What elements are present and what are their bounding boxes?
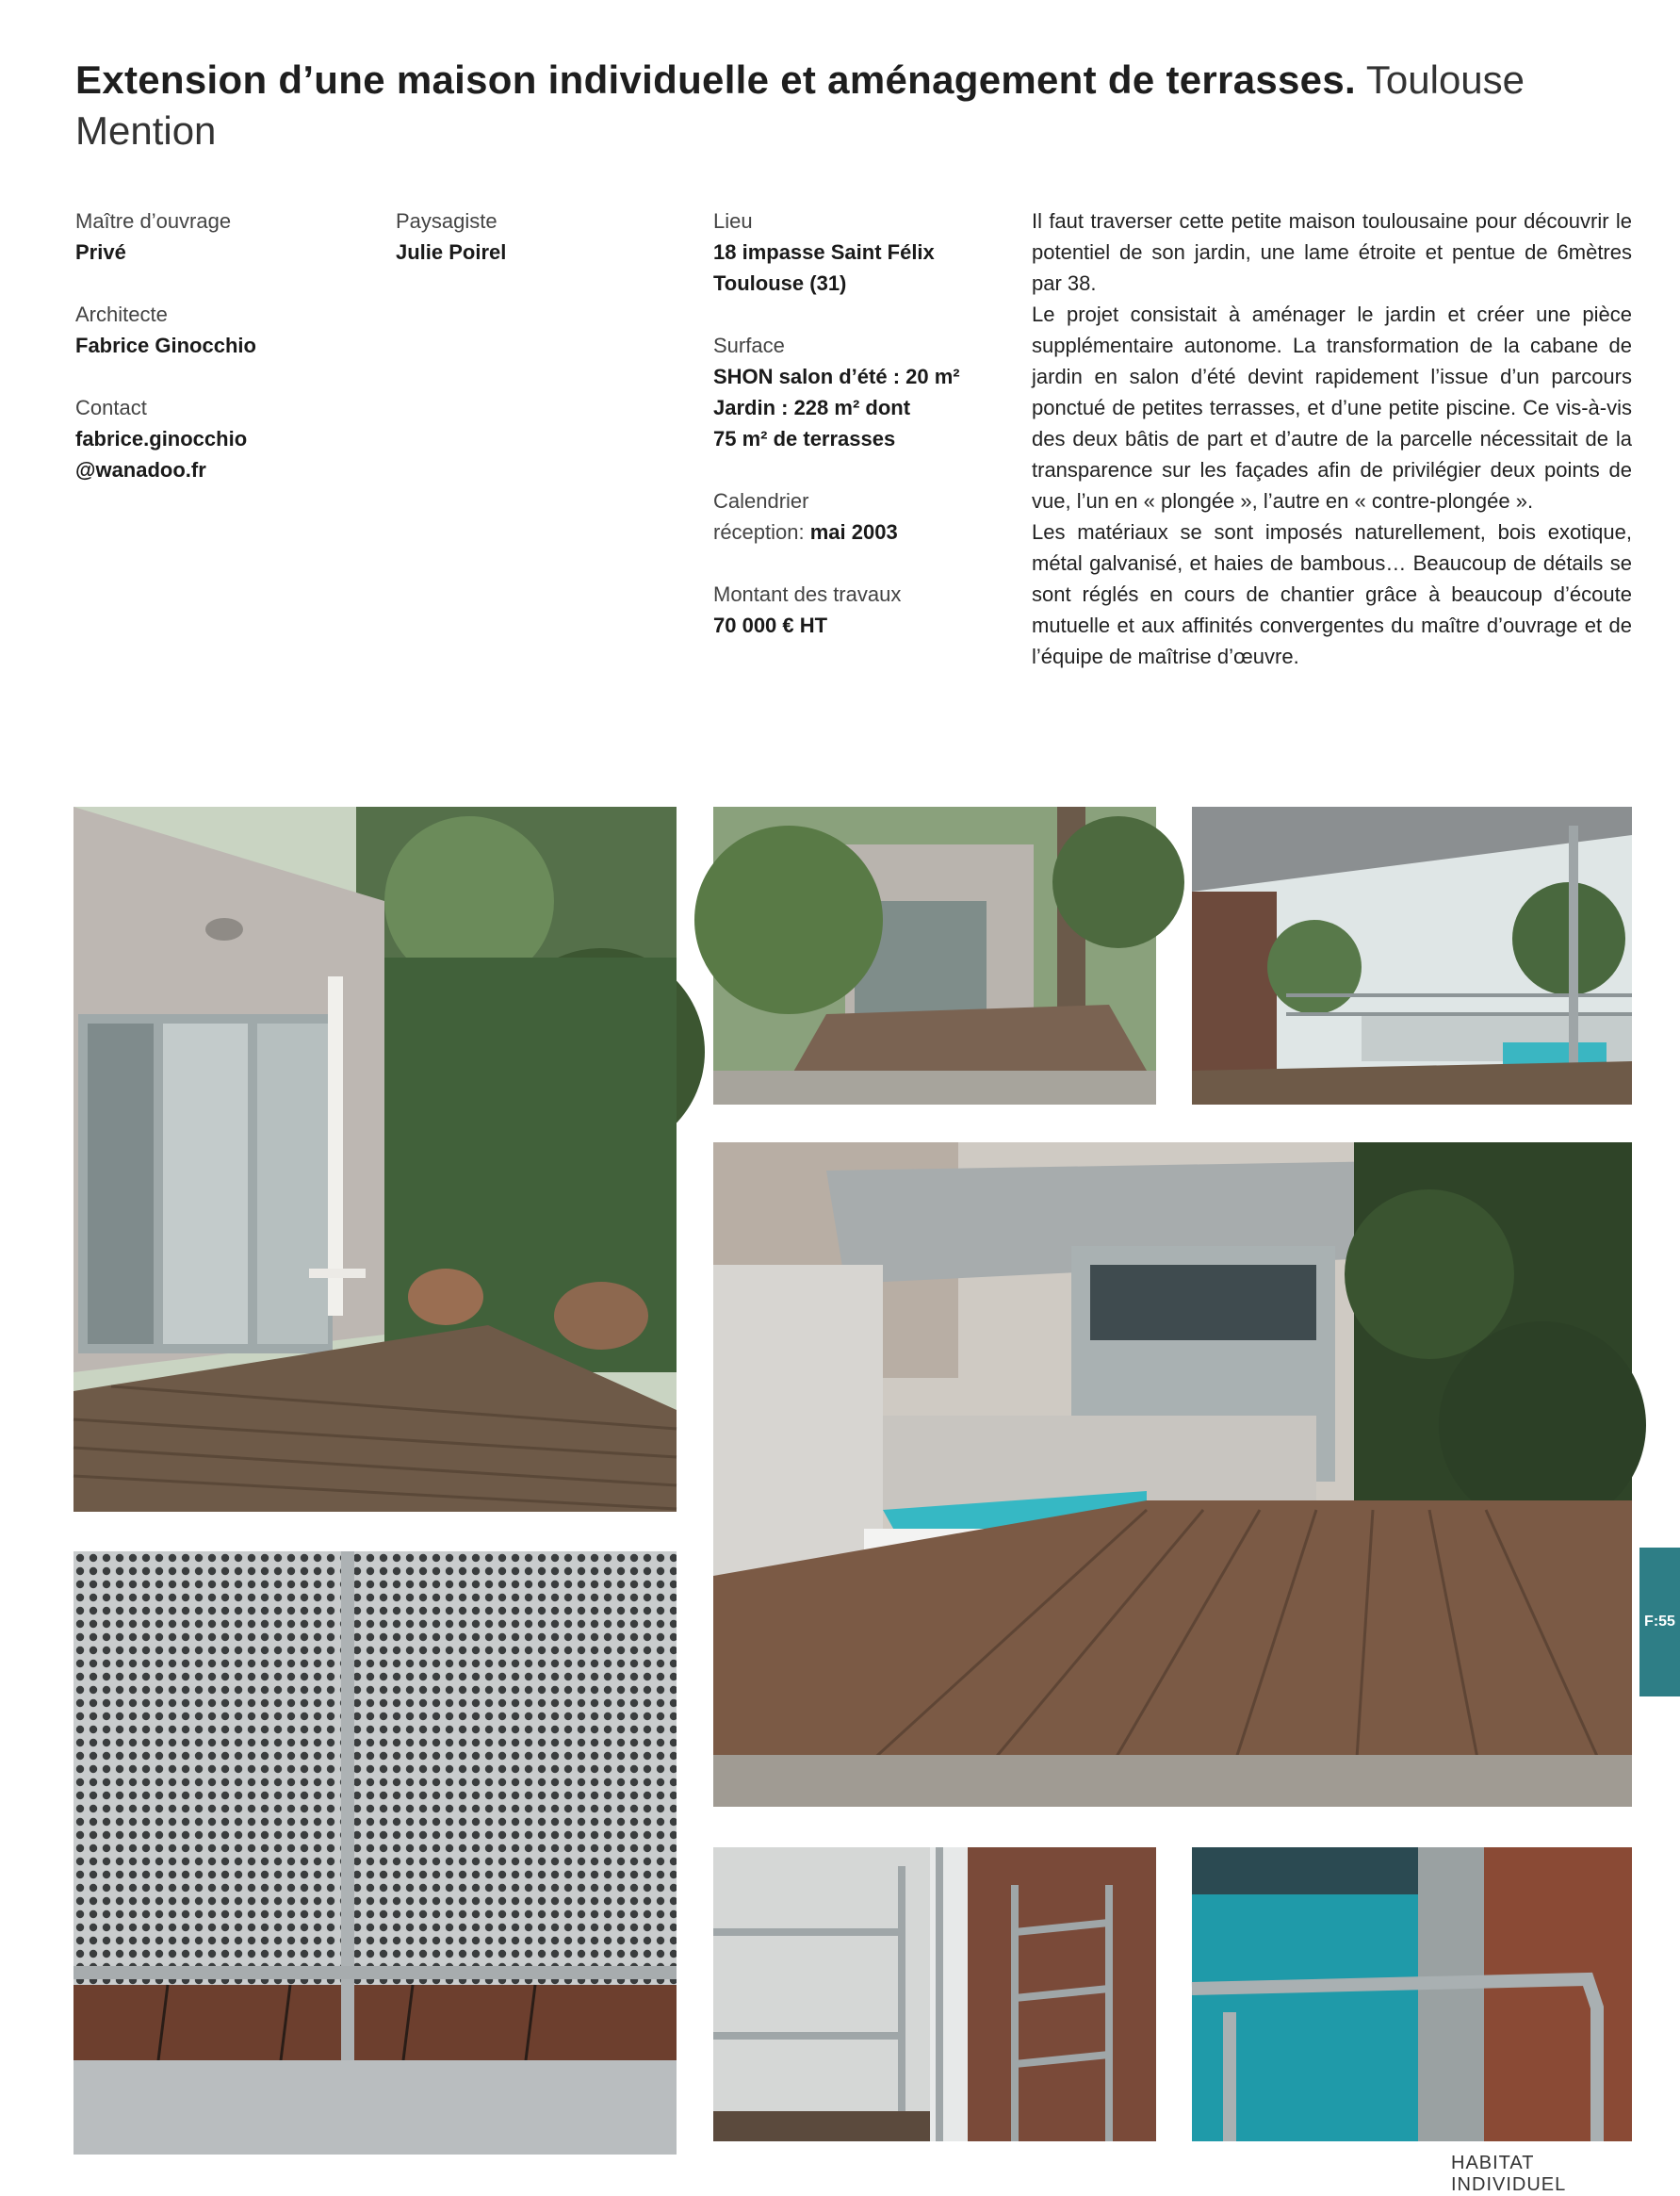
- description-paragraph-3: Les matériaux se sont imposés naturellement, bois exotique, métal galvanisé, et haies de bambous… Beaucoup de détails se sont réglés en cours de chantier grâce à beaucoup d’écoute mutuelle et aux affinités convergentes du maître d’ouvrage et de l’équipe de maîtrise d’œuvre.: [1032, 520, 1632, 668]
- photo-perforated-railing: [73, 1551, 677, 2155]
- field-calendrier: [713, 485, 1015, 548]
- description-paragraph-1: Il faut traverser cette petite maison toulousaine pour découvrir le potentiel de son jardin, une lame étroite et pentue de 6mètres par 38.: [1032, 209, 1632, 295]
- title-location: Toulouse: [1365, 57, 1525, 102]
- value-surface: [713, 361, 1015, 454]
- photo-pergola-terrace: [1192, 807, 1632, 1105]
- surface-line-1: SHON salon d’été : 20 m²: [713, 365, 960, 388]
- value-paysagiste: Julie Poirel: [396, 240, 507, 264]
- calendrier-date: mai 2003: [809, 520, 898, 544]
- label-paysagiste: Paysagiste: [396, 209, 497, 233]
- field-paysagiste: [396, 205, 678, 268]
- contact-line-2: @wanadoo.fr: [75, 458, 206, 482]
- surface-line-2: Jardin : 228 m² dont: [713, 396, 911, 419]
- page-number-tab: F:55: [1639, 1548, 1680, 1696]
- label-architecte: Architecte: [75, 303, 168, 326]
- label-contact: Contact: [75, 396, 147, 419]
- field-architecte: [75, 299, 358, 361]
- label-lieu: Lieu: [713, 209, 753, 233]
- title-mention: Mention: [75, 108, 217, 153]
- value-montant: 70 000 € HT: [713, 614, 828, 637]
- value-maitre-ouvrage: Privé: [75, 240, 126, 264]
- photo-garden-cabin: [713, 807, 1156, 1105]
- credits-column-2: [396, 205, 678, 299]
- label-maitre-ouvrage: Maître d’ouvrage: [75, 209, 232, 233]
- field-lieu: [713, 205, 1015, 299]
- field-montant: [713, 579, 1015, 641]
- lieu-line-2: Toulouse (31): [713, 271, 847, 295]
- label-montant: Montant des travaux: [713, 582, 902, 606]
- label-surface: Surface: [713, 334, 785, 357]
- photo-summer-lounge-deck: [73, 807, 677, 1512]
- page-title: [75, 55, 1621, 156]
- project-description: [1032, 205, 1632, 672]
- credits-column-1: [75, 205, 358, 516]
- value-architecte: Fabrice Ginocchio: [75, 334, 256, 357]
- value-lieu: [713, 237, 1015, 299]
- field-surface: [713, 330, 1015, 454]
- photo-pool-ladder: [1192, 1847, 1632, 2141]
- project-column: [713, 205, 1015, 672]
- photo-stair-railing: [713, 1847, 1156, 2141]
- calendrier-prefix: réception:: [713, 520, 810, 544]
- surface-line-3: 75 m² de terrasses: [713, 427, 896, 451]
- contact-line-1: fabrice.ginocchio: [75, 427, 248, 451]
- value-calendrier: [713, 516, 1015, 548]
- title-main: Extension d’une maison individuelle et aménagement de terrasses.: [75, 57, 1356, 102]
- field-contact: [75, 392, 358, 485]
- value-contact[interactable]: [75, 423, 358, 485]
- lieu-line-1: 18 impasse Saint Félix: [713, 240, 935, 264]
- section-footer: HABITAT INDIVIDUEL: [1451, 2153, 1567, 2195]
- photo-pool-deck: [713, 1142, 1632, 1807]
- label-calendrier: Calendrier: [713, 489, 809, 513]
- description-paragraph-2: Le projet consistait à aménager le jardin et créer une pièce supplémentaire autonome. La transformation de la cabane de jardin en salon d’été devint rapidement l’issue d’un parcours ponctué de petites terrasses, et d’une petite piscine. Ce vis-à-vis des deux bâtis de part et d’autre de la parcelle nécessitait de la transparence sur les façades afin de privilégier deux points de vue, l’un en « plongée », l’autre en « contre-plongée ».: [1032, 303, 1632, 513]
- field-maitre-ouvrage: [75, 205, 358, 268]
